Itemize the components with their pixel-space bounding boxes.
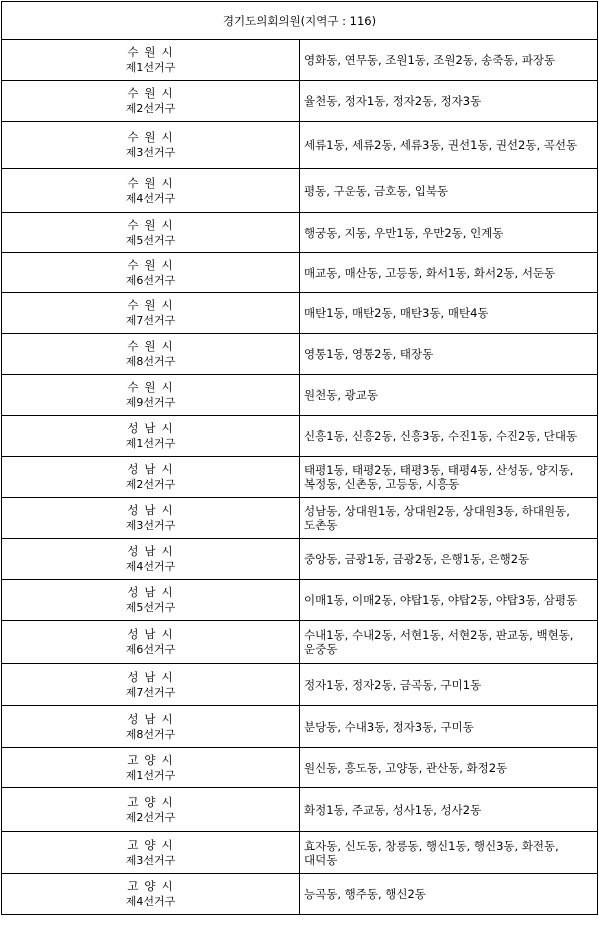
district-cell xyxy=(2,253,300,293)
dong-list: 수내1동, 수내2동, 서현1동, 서현2동, 판교동, 백현동, 운중동 xyxy=(300,621,598,664)
district-name: 제9선거구 xyxy=(125,396,176,409)
district-cell xyxy=(2,416,300,457)
district-name: 제3선거구 xyxy=(125,853,176,867)
dong-list: 매탄1동, 매탄2동, 매탄3동, 매탄4동 xyxy=(300,293,598,334)
table-row xyxy=(2,375,598,416)
city-name: 수원시 xyxy=(127,298,179,312)
table-row xyxy=(2,788,598,832)
city-name: 성남시 xyxy=(127,585,179,599)
table-row xyxy=(2,580,598,621)
dong-list: 영화동, 연무동, 조원1동, 조원2동, 송죽동, 파장동 xyxy=(300,40,598,81)
dong-list: 영통1동, 영통2동, 태장동 xyxy=(300,334,598,375)
table-row xyxy=(2,874,598,915)
district-cell xyxy=(2,81,300,122)
dong-list: 분당동, 수내3동, 정자3동, 구미동 xyxy=(300,706,598,748)
city-name: 고양시 xyxy=(127,879,179,893)
city-name: 수원시 xyxy=(127,339,179,353)
district-cell xyxy=(2,621,300,664)
table-row xyxy=(2,416,598,457)
table-row xyxy=(2,832,598,874)
dong-list: 평동, 구운동, 금호동, 입북동 xyxy=(300,169,598,213)
table-row xyxy=(2,621,598,664)
district-cell xyxy=(2,788,300,832)
district-cell xyxy=(2,748,300,788)
district-name: 제1선거구 xyxy=(125,437,176,450)
table-row xyxy=(2,213,598,253)
table-row xyxy=(2,169,598,213)
city-name: 수원시 xyxy=(127,175,179,190)
table-row xyxy=(2,706,598,748)
district-cell xyxy=(2,334,300,375)
district-name: 제1선거구 xyxy=(125,61,176,74)
district-name: 제6선거구 xyxy=(125,273,176,287)
dong-list: 정자1동, 정자2동, 금곡동, 구미1동 xyxy=(300,664,598,706)
district-cell xyxy=(2,293,300,334)
table-row xyxy=(2,539,598,580)
city-name: 성남시 xyxy=(127,503,179,517)
city-name: 수원시 xyxy=(127,217,179,232)
dong-list: 매교동, 매산동, 고등동, 화서1동, 화서2동, 서둔동 xyxy=(300,253,598,293)
city-name: 성남시 xyxy=(127,544,179,558)
city-name: 성남시 xyxy=(127,669,179,684)
table-row xyxy=(2,748,598,788)
district-name: 제3선거구 xyxy=(125,146,176,159)
city-name: 고양시 xyxy=(127,837,179,852)
district-name: 제7선거구 xyxy=(125,314,176,327)
table-row xyxy=(2,253,598,293)
city-name: 수원시 xyxy=(127,380,179,394)
district-name: 제8선거구 xyxy=(125,727,176,741)
table-title: 경기도의회의원(지역구 : 116) xyxy=(2,2,598,40)
district-name: 제6선거구 xyxy=(125,643,176,656)
city-name: 수원시 xyxy=(127,86,179,100)
dong-list: 중앙동, 금광1동, 금광2동, 은행1동, 은행2동 xyxy=(300,539,598,580)
district-name: 제2선거구 xyxy=(125,478,176,491)
district-name: 제2선거구 xyxy=(125,102,176,115)
district-name: 제4선거구 xyxy=(125,895,176,908)
district-cell xyxy=(2,832,300,874)
dong-list: 원신동, 흥도동, 고양동, 관산동, 화정2동 xyxy=(300,748,598,788)
header-row xyxy=(2,2,598,40)
dong-list: 능곡동, 행주동, 행신2동 xyxy=(300,874,598,915)
district-name: 제5선거구 xyxy=(125,233,176,247)
dong-list: 세류1동, 세류2동, 세류3동, 권선1동, 권선2동, 곡선동 xyxy=(300,122,598,169)
dong-list: 태평1동, 태평2동, 태평3동, 태평4동, 산성동, 양지동, 복정동, 신촌동, 고등동, 시흥동 xyxy=(300,457,598,498)
table-row xyxy=(2,293,598,334)
table-row xyxy=(2,457,598,498)
city-name: 성남시 xyxy=(127,462,179,476)
dong-list: 원천동, 광교동 xyxy=(300,375,598,416)
table-row xyxy=(2,334,598,375)
city-name: 수원시 xyxy=(127,45,179,59)
dong-list: 율천동, 정자1동, 정자2동, 정자3동 xyxy=(300,81,598,122)
district-cell xyxy=(2,706,300,748)
district-name: 제4선거구 xyxy=(125,560,176,573)
dong-list: 이매1동, 이매2동, 야탑1동, 야탑2동, 야탑3동, 삼평동 xyxy=(300,580,598,621)
district-cell xyxy=(2,213,300,253)
district-cell xyxy=(2,40,300,81)
district-name: 제8선거구 xyxy=(125,355,176,368)
table-row xyxy=(2,498,598,539)
district-cell xyxy=(2,539,300,580)
district-cell xyxy=(2,122,300,169)
dong-list: 화정1동, 주교동, 성사1동, 성사2동 xyxy=(300,788,598,832)
city-name: 고양시 xyxy=(127,794,179,809)
table-row xyxy=(2,40,598,81)
table-body xyxy=(2,40,598,915)
district-cell xyxy=(2,498,300,539)
district-cell xyxy=(2,457,300,498)
dong-list: 신흥1동, 신흥2동, 신흥3동, 수진1동, 수진2동, 단대동 xyxy=(300,416,598,457)
district-cell xyxy=(2,580,300,621)
city-name: 고양시 xyxy=(127,752,179,767)
district-cell xyxy=(2,169,300,213)
city-name: 성남시 xyxy=(127,627,179,641)
city-name: 성남시 xyxy=(127,711,179,726)
table-row xyxy=(2,81,598,122)
district-name: 제2선거구 xyxy=(125,810,176,824)
district-name: 제7선거구 xyxy=(125,685,176,699)
district-table xyxy=(1,1,598,915)
city-name: 성남시 xyxy=(127,421,179,435)
district-name: 제5선거구 xyxy=(125,601,176,614)
city-name: 수원시 xyxy=(127,257,179,272)
table-row xyxy=(2,664,598,706)
table-row xyxy=(2,122,598,169)
district-name: 제4선거구 xyxy=(125,191,176,205)
dong-list: 효자동, 신도동, 창릉동, 행신1동, 행신3동, 화전동, 대덕동 xyxy=(300,832,598,874)
city-name: 수원시 xyxy=(127,130,179,144)
district-cell xyxy=(2,375,300,416)
dong-list: 성남동, 상대원1동, 상대원2동, 상대원3동, 하대원동, 도촌동 xyxy=(300,498,598,539)
district-name: 제1선거구 xyxy=(125,768,176,782)
district-cell xyxy=(2,664,300,706)
district-cell xyxy=(2,874,300,915)
dong-list: 행궁동, 지동, 우만1동, 우만2동, 인계동 xyxy=(300,213,598,253)
district-name: 제3선거구 xyxy=(125,519,176,532)
